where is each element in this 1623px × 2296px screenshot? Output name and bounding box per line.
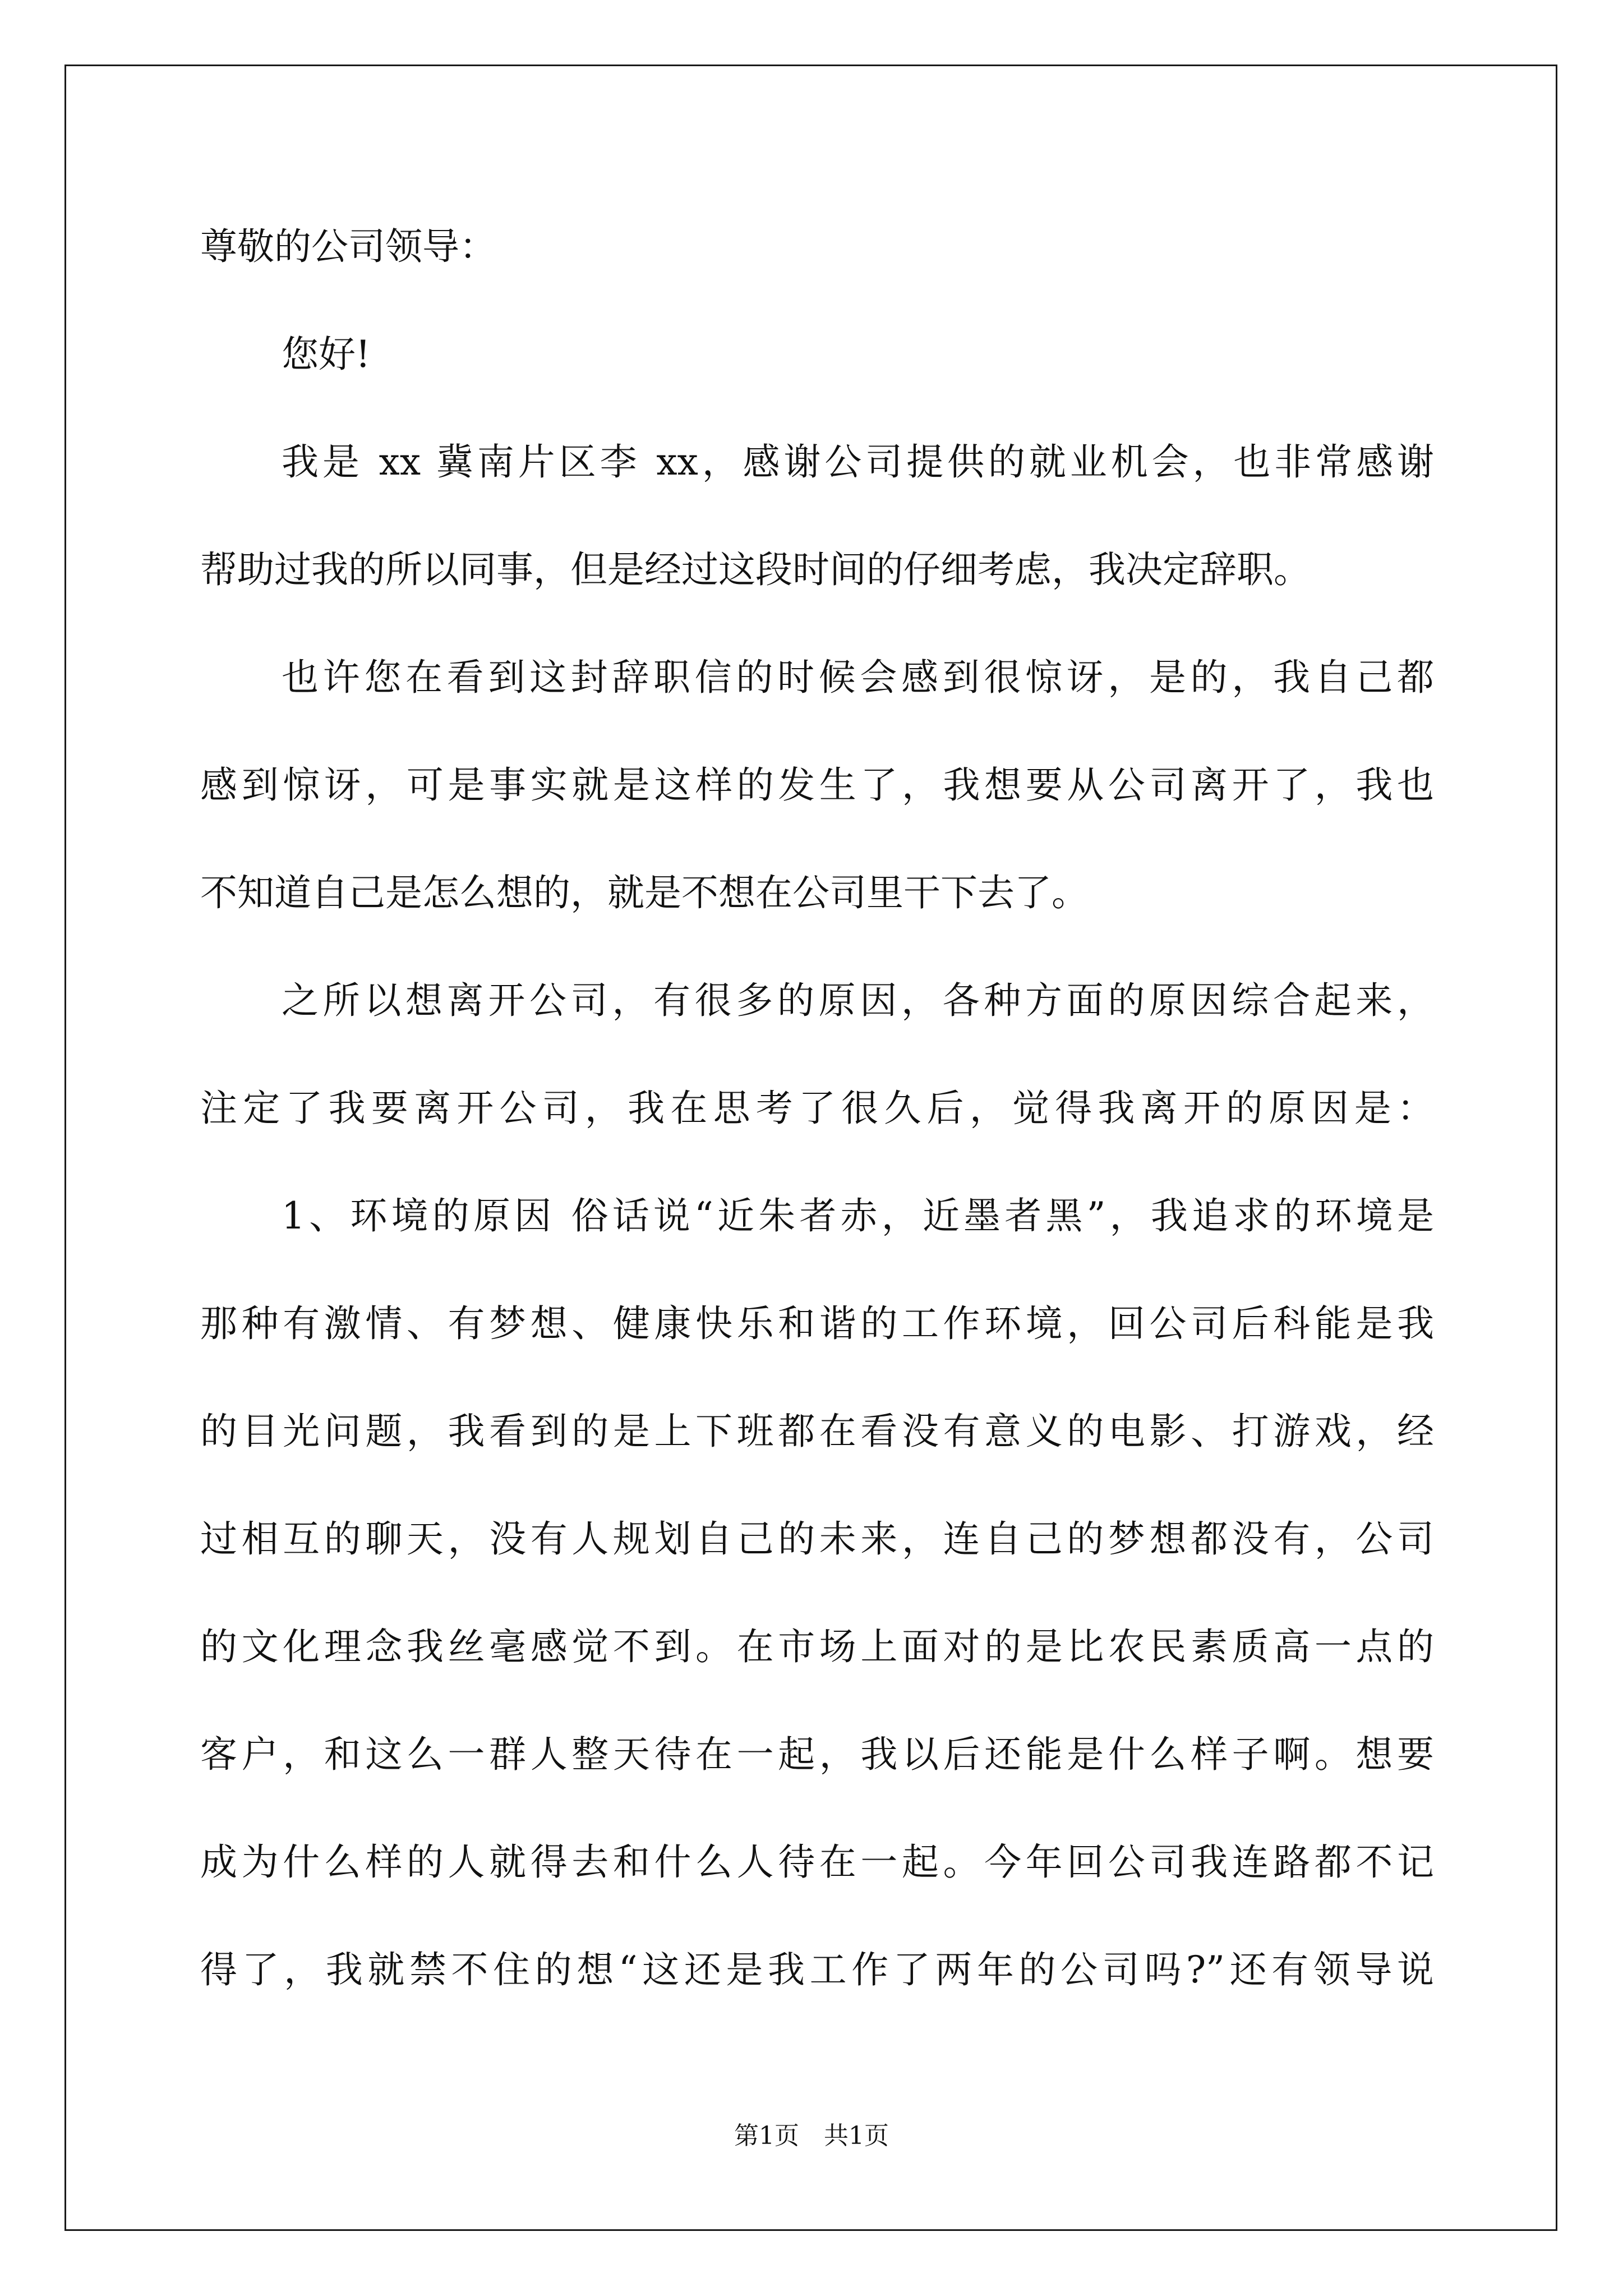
greeting: 您好! <box>282 333 371 376</box>
page-total: 共1页 <box>824 2122 889 2150</box>
paragraph-1-line: 帮助过我的所以同事，但是经过这段时间的仔细考虑，我决定辞职。 <box>200 548 1311 591</box>
paragraph-4-line: 1、环境的原因 俗话说“近朱者赤，近墨者黑”，我追求的环境是 <box>282 1194 1434 1237</box>
paragraph-1-line: 我是 xx 冀南片区李 xx，感谢公司提供的就业机会，也非常感谢 <box>282 440 1434 484</box>
paragraph-2-line: 也许您在看到这封辞职信的时候会感到很惊讶，是的，我自己都 <box>282 656 1434 699</box>
paragraph-4-line: 那种有激情、有梦想、健康快乐和谐的工作环境，回公司后科能是我 <box>200 1302 1434 1345</box>
page-border <box>64 65 1557 2231</box>
salutation: 尊敬的公司领导： <box>200 225 496 268</box>
paragraph-4-line: 的文化理念我丝毫感觉不到。在市场上面对的是比农民素质高一点的 <box>200 1625 1434 1668</box>
paragraph-4-line: 客户，和这么一群人整天待在一起，我以后还能是什么样子啊。想要 <box>200 1733 1434 1776</box>
paragraph-4-line: 成为什么样的人就得去和什么人待在一起。今年回公司我连路都不记 <box>200 1841 1434 1884</box>
paragraph-2-line: 感到惊讶，可是事实就是这样的发生了，我想要从公司离开了，我也 <box>200 763 1434 807</box>
paragraph-2-line: 不知道自己是怎么想的，就是不想在公司里干下去了。 <box>200 871 1089 914</box>
paragraph-4-line: 得了，我就禁不住的想“这还是我工作了两年的公司吗?”还有领导说 <box>200 1948 1434 1991</box>
paragraph-4-line: 的目光问题，我看到的是上下班都在看没有意义的电影、打游戏，经 <box>200 1410 1434 1453</box>
paragraph-3-line: 注定了我要离开公司，我在思考了很久后，觉得我离开的原因是： <box>200 1087 1434 1130</box>
page-number: 第1页 <box>734 2122 799 2150</box>
paragraph-3-line: 之所以想离开公司，有很多的原因，各种方面的原因综合起来， <box>282 979 1434 1022</box>
page-footer <box>0 2119 1623 2153</box>
paragraph-4-line: 过相互的聊天，没有人规划自己的未来，连自己的梦想都没有，公司 <box>200 1517 1434 1561</box>
